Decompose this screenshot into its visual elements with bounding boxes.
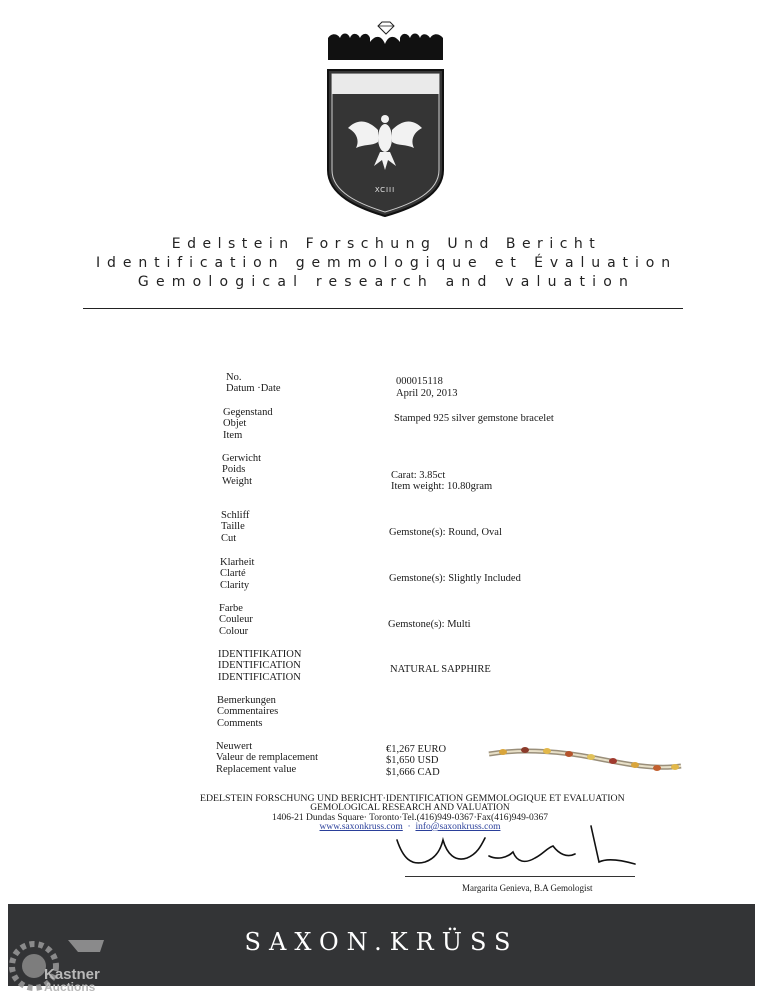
value-cad: $1,666 CAD <box>386 767 440 778</box>
footer-company-name: EDELSTEIN FORSCHUNG UND BERICHT·IDENTIFICATION GEMMOLOGIQUE ET EVALUATION <box>200 793 625 804</box>
crown-ornament-icon <box>328 34 443 61</box>
value-carat: Carat: 3.85ct <box>391 470 446 481</box>
value-clarity: Gemstone(s): Slightly Included <box>389 573 521 584</box>
crest-logo <box>318 20 453 220</box>
label-weight-fr: Poids <box>222 464 246 475</box>
label-identification-fr: IDENTIFICATION <box>218 660 301 671</box>
label-item-de: Gegenstand <box>223 407 273 418</box>
label-comments-en: Comments <box>217 718 263 729</box>
label-item-en: Item <box>223 430 243 441</box>
label-cut-fr: Taille <box>221 521 245 532</box>
watermark-text-2: Auctions <box>44 980 96 994</box>
value-cut: Gemstone(s): Round, Oval <box>389 527 502 538</box>
value-identification: NATURAL SAPPHIRE <box>390 664 491 675</box>
header-english: Gemological research and valuation <box>137 274 636 290</box>
watermark-text-1: Kastner <box>44 966 100 983</box>
website-link[interactable]: www.saxonkruss.com <box>319 822 403 832</box>
label-value-fr: Valeur de remplacement <box>216 752 319 763</box>
value-item: Stamped 925 silver gemstone bracelet <box>394 413 554 424</box>
label-identification-en: IDENTIFICATION <box>218 672 301 683</box>
label-item-fr: Objet <box>223 418 247 429</box>
label-clarity-de: Klarheit <box>220 557 255 568</box>
label-value-de: Neuwert <box>216 741 253 752</box>
value-number: 000015118 <box>396 376 443 387</box>
label-weight-en: Weight <box>222 476 253 487</box>
label-clarity-fr: Clarté <box>220 568 246 579</box>
value-item-weight: Item weight: 10.80gram <box>391 481 493 492</box>
label-cut-de: Schliff <box>221 510 250 521</box>
header-french: Identification gemmologique et Évaluation <box>96 255 677 271</box>
label-colour-fr: Couleur <box>219 614 253 625</box>
label-identification-de: IDENTIFIKATION <box>218 649 302 660</box>
signature <box>385 818 645 888</box>
diamond-icon <box>378 22 394 34</box>
label-comments-de: Bemerkungen <box>217 695 276 706</box>
bracelet-photo <box>485 740 685 780</box>
value-date: April 20, 2013 <box>396 388 458 399</box>
header-divider <box>83 308 683 309</box>
value-colour: Gemstone(s): Multi <box>388 619 471 630</box>
signatory-name: Margarita Genieva, B.A Gemologist <box>462 883 593 893</box>
email-link[interactable]: info@saxonkruss.com <box>415 822 501 832</box>
value-usd: $1,650 USD <box>386 755 439 766</box>
label-comments-fr: Commentaires <box>217 706 279 717</box>
footer-address: 1406-21 Dundas Square· Toronto·Tel.(416)949-0367·Fax(416)949-0367 <box>271 813 549 823</box>
label-clarity-en: Clarity <box>220 580 250 591</box>
label-date: Datum ·Date <box>226 383 281 394</box>
label-no: No. <box>226 372 242 383</box>
label-colour-de: Farbe <box>219 603 243 614</box>
label-weight-de: Gerwicht <box>222 453 262 464</box>
label-colour-en: Colour <box>219 626 249 637</box>
label-value-en: Replacement value <box>216 764 297 775</box>
label-cut-en: Cut <box>221 533 237 544</box>
signature-line <box>405 876 635 877</box>
footer-tagline: GEMOLOGICAL RESEARCH AND VALUATION <box>310 803 510 813</box>
brand-name: SAXON.KRÜSS <box>244 928 519 956</box>
crest-numeral: XCIII <box>374 186 396 194</box>
header-german: Edelstein Forschung Und Bericht <box>171 236 602 252</box>
value-euro: €1,267 EURO <box>386 744 447 755</box>
footer-contact: www.saxonkruss.com · info@saxonkruss.com <box>319 822 501 832</box>
